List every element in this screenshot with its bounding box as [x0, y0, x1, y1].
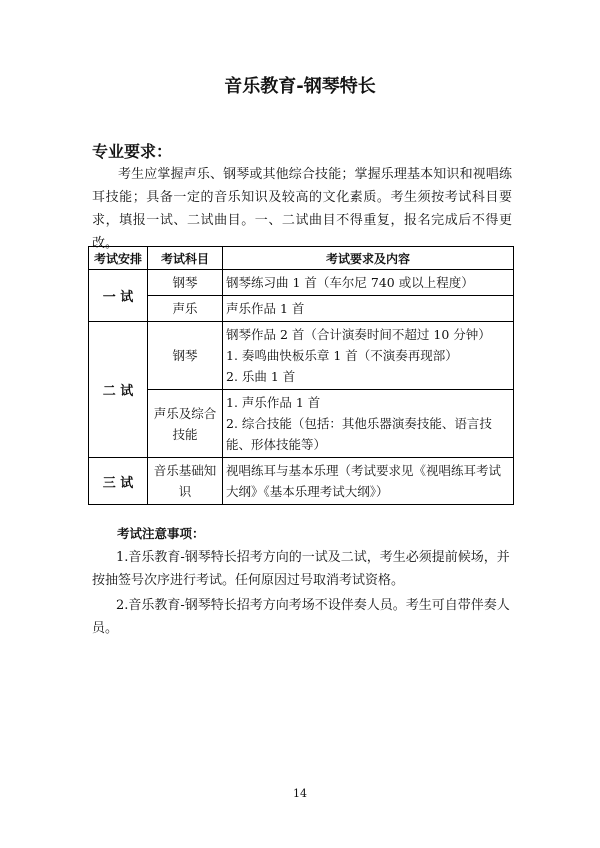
page-title: 音乐教育-钢琴特长: [224, 76, 376, 97]
content-cell: [223, 390, 514, 458]
table-row: [89, 296, 514, 322]
header-stage: 考试安排: [89, 247, 148, 270]
section-heading: 专业要求：: [92, 142, 173, 161]
content-line: 钢琴作品 2 首（合计演奏时间不超过 10 分钟）: [226, 327, 491, 342]
subject-cell: 音乐基础知识: [148, 458, 223, 505]
note-item: 1.音乐教育-钢琴特长招考方向的一试及二试，考生必须提前候场，并按抽签号次序进行考试。任何原因过号取消考试资格。: [92, 550, 510, 588]
note-item: 2.音乐教育-钢琴特长招考方向考场不设伴奏人员。考生可自带伴奏人员。: [92, 598, 510, 636]
content-cell: 声乐作品 1 首: [223, 296, 514, 322]
page-number: 14: [293, 787, 307, 800]
content-cell: 钢琴练习曲 1 首（车尔尼 740 或以上程度）: [223, 270, 514, 296]
subject-cell: 声乐: [148, 296, 223, 322]
stage-cell-first: 一 试: [89, 270, 148, 322]
content-line: 1. 奏鸣曲快板乐章 1 首（不演奏再现部）: [226, 348, 458, 363]
subject-cell: 钢琴: [148, 270, 223, 296]
header-content: 考试要求及内容: [223, 247, 514, 270]
content-cell: [223, 322, 514, 390]
notes-heading: 考试注意事项：: [117, 526, 205, 541]
content-line: 2. 综合技能（包括：其他乐器演奏技能、语言技能、形体技能等）: [226, 416, 492, 452]
content-line: 1. 声乐作品 1 首: [226, 395, 321, 410]
header-subject: 考试科目: [148, 247, 223, 270]
stage-cell-second: 二 试: [89, 322, 148, 458]
stage-cell-third: 三 试: [89, 458, 148, 505]
exam-requirements-table: [88, 246, 514, 505]
table-row: [89, 270, 514, 296]
table-row: [89, 322, 514, 390]
content-line: 2. 乐曲 1 首: [226, 369, 296, 384]
content-cell: 视唱练耳与基本乐理（考试要求见《视唱练耳考试大纲》《基本乐理考试大纲》）: [223, 458, 514, 505]
table-row: [89, 458, 514, 505]
subject-cell: 声乐及综合技能: [148, 390, 223, 458]
subject-cell: 钢琴: [148, 322, 223, 390]
table-row: [89, 390, 514, 458]
table-header-row: [89, 247, 514, 270]
intro-paragraph: 考生应掌握声乐、钢琴或其他综合技能；掌握乐理基本知识和视唱练耳技能；具备一定的音乐知识及较高的文化素质。考生须按考试科目要求，填报一试、二试曲目。一、二试曲目不得重复，报名完成后不得更改。: [92, 167, 512, 251]
